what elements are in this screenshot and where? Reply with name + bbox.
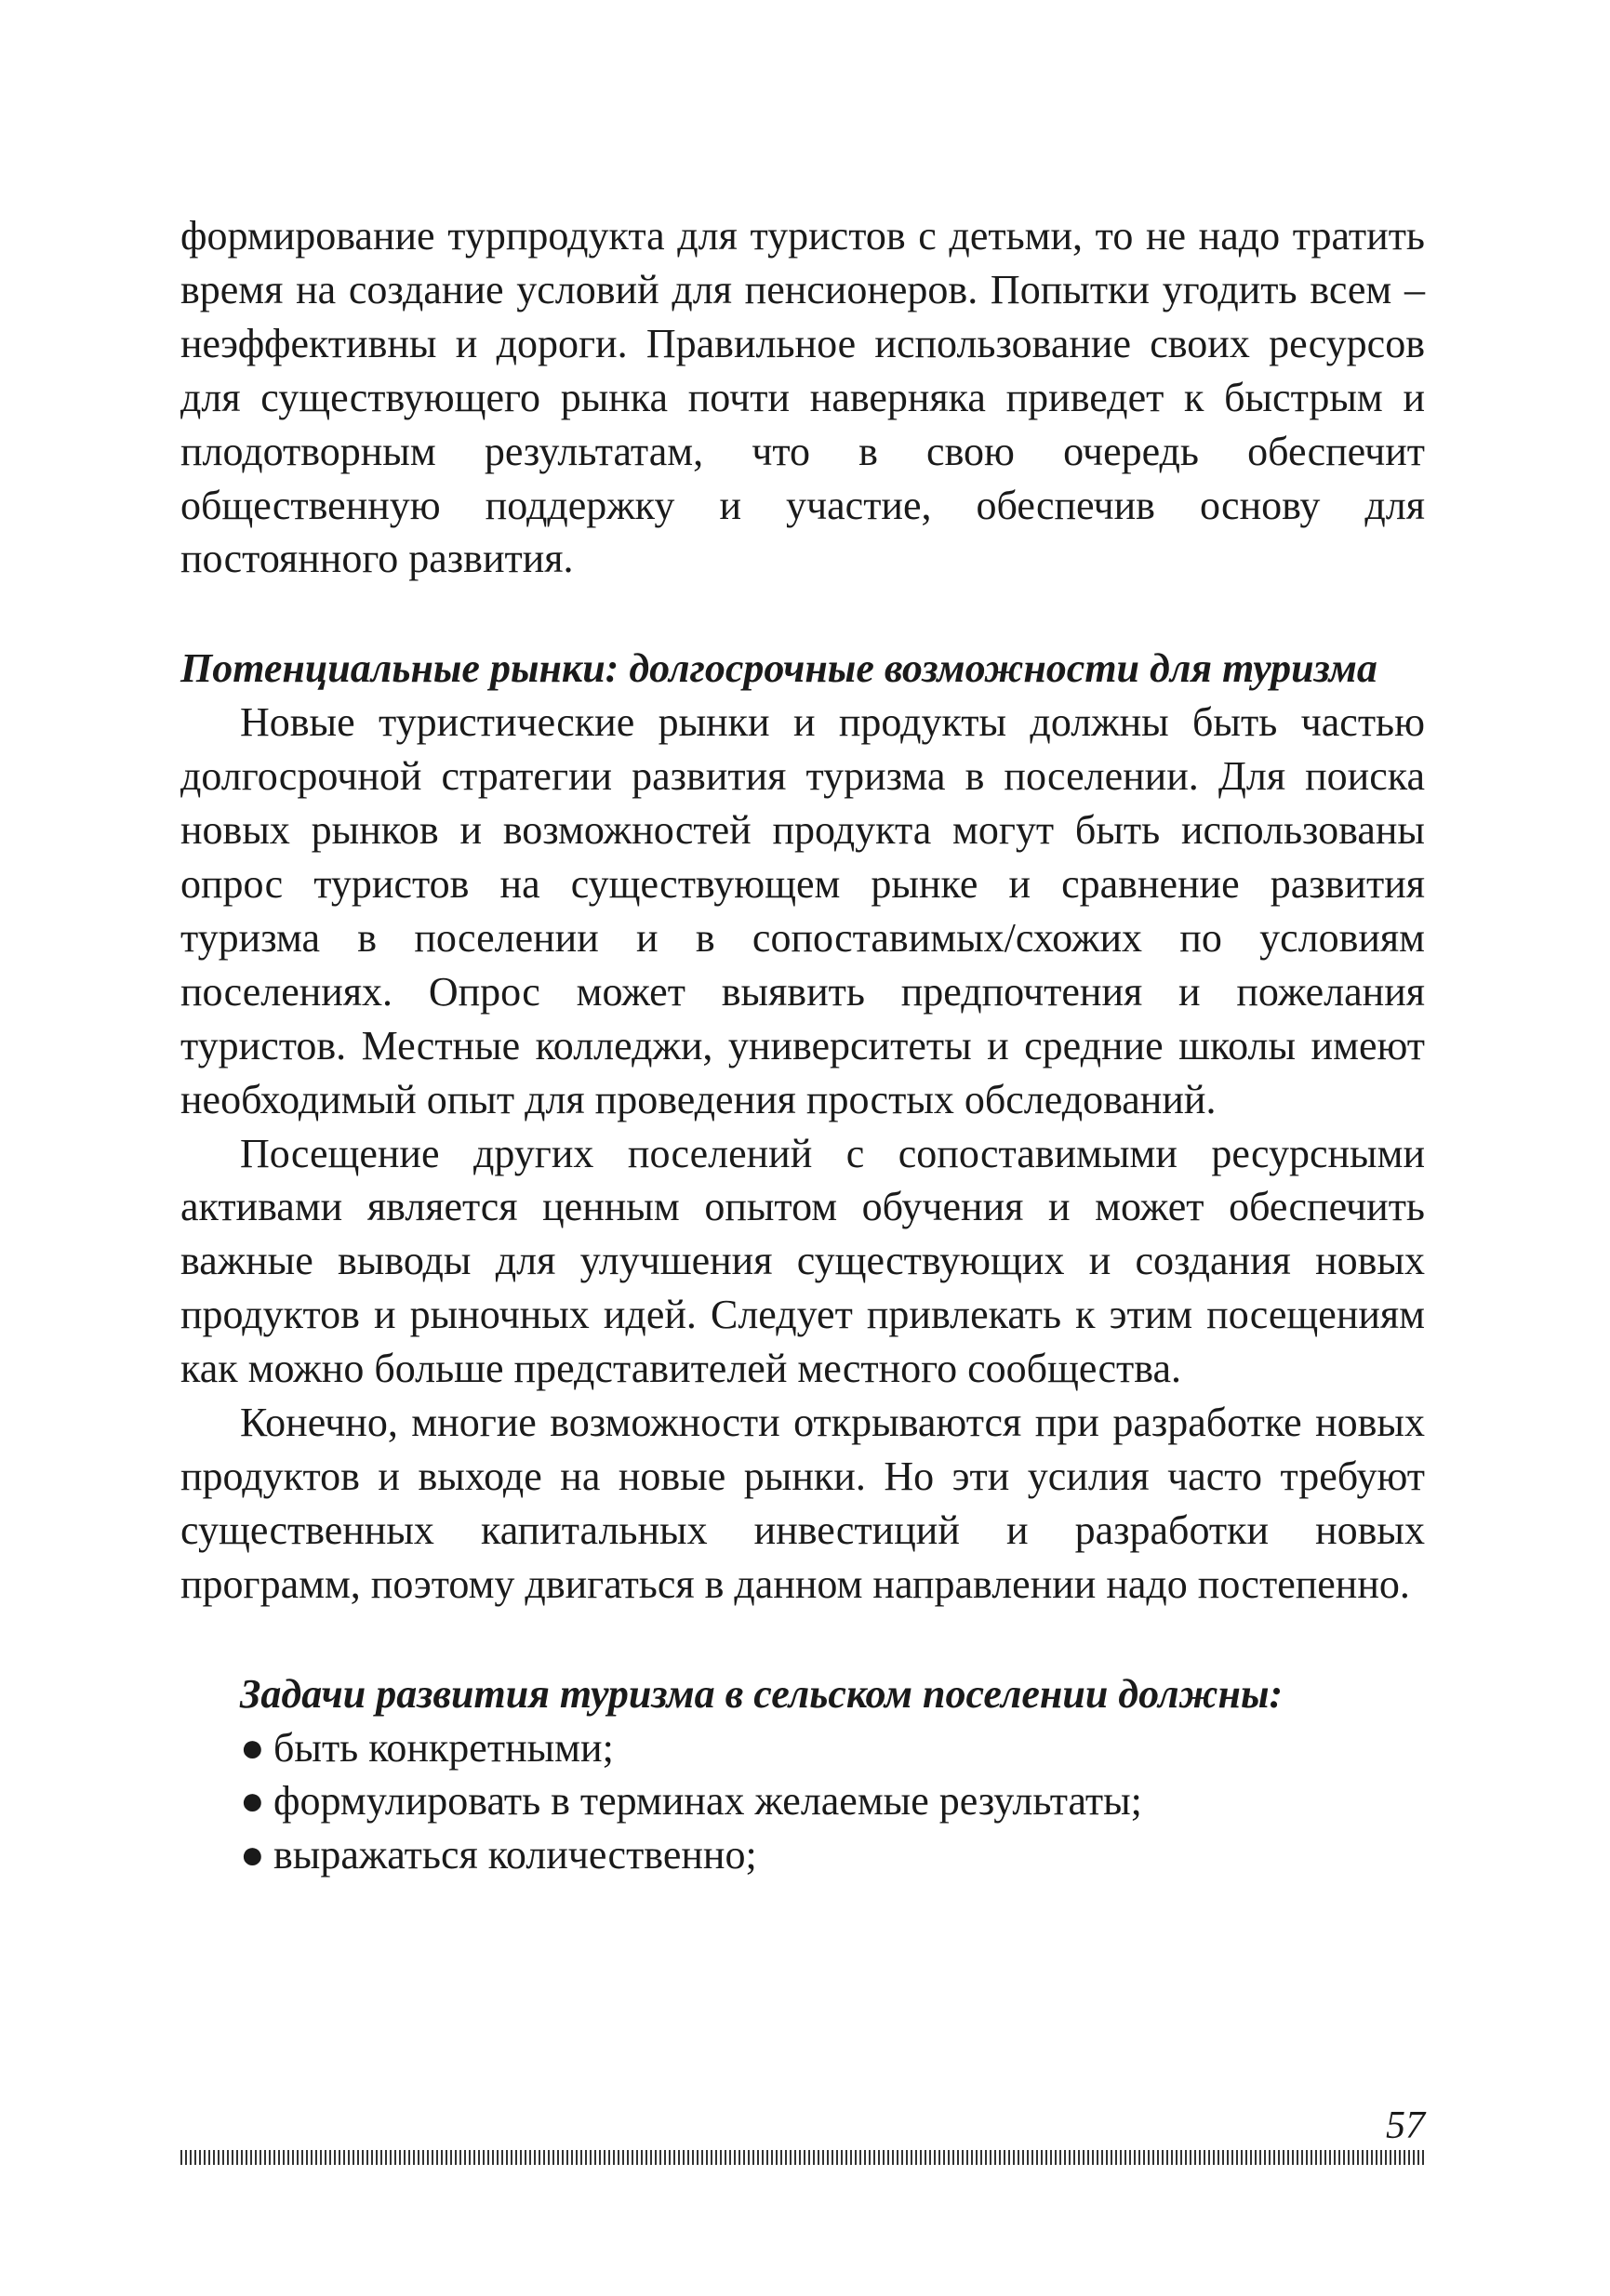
list-item-text: быть конкретными; xyxy=(273,1724,614,1771)
bullet-icon: ● xyxy=(240,1724,265,1771)
section-heading-tourism-tasks: Задачи развития туризма в сельском поселении должны: xyxy=(240,1670,1284,1717)
bullet-icon: ● xyxy=(240,1778,265,1825)
page-content xyxy=(180,209,1425,1882)
body-paragraph: формирование турпродукта для туристов с детьми, то не надо тратить время на создание условий для пенсионеров. Попытки угодить всем – неэффективны и дороги. Правильное использование своих ресурсов для существующего рынка почти наверняка приведет к быстрым и плодотворным результатам, что в свою очередь обеспечит общественную поддержку и участие, обеспечив основу для постоянного развития. xyxy=(180,213,1425,582)
page-number: 57 xyxy=(1386,2104,1425,2147)
body-paragraph: Конечно, многие возможности открываются при разработке новых продуктов и выходе на новые рынки. Но эти усилия часто требуют существенных капитальных инвестиций и разработки новых программ, поэтому двигаться в данном направлении надо постепенно. xyxy=(180,1400,1425,1607)
list-item xyxy=(240,1721,1425,1775)
bullet-icon: ● xyxy=(240,1832,265,1878)
body-paragraph: Новые туристические рынки и продукты должны быть частью долгосрочной стратегии развития туризма в поселении. Для поиска новых рынков и возможностей продукта могут быть использованы опрос туристов на существующем рынке и сравнение развития туризма в поселении и в сопоставимых/схожих по условиям поселениях. Опрос может выявить предпочтения и пожелания туристов. Местные колледжи, университеты и средние школы имеют необходимый опыт для проведения простых обследований. xyxy=(180,699,1425,1122)
footer-hatched-rule xyxy=(180,2150,1425,2165)
section-heading-potential-markets: Потенциальные рынки: долгосрочные возможности для туризма xyxy=(180,645,1377,692)
list-item xyxy=(240,1774,1425,1828)
task-list xyxy=(180,1721,1425,1883)
body-paragraph: Посещение других поселений с сопоставимыми ресурсными активами является ценным опытом обучения и может обеспечить важные выводы для улучшения существующих и создания новых продуктов и рыночных идей. Следует привлекать к этим посещениям как можно больше представителей местного сообщества. xyxy=(180,1130,1425,1392)
list-item-text: формулировать в терминах желаемые результаты; xyxy=(273,1778,1142,1825)
list-item xyxy=(240,1828,1425,1882)
list-item-text: выражаться количественно; xyxy=(273,1832,757,1878)
